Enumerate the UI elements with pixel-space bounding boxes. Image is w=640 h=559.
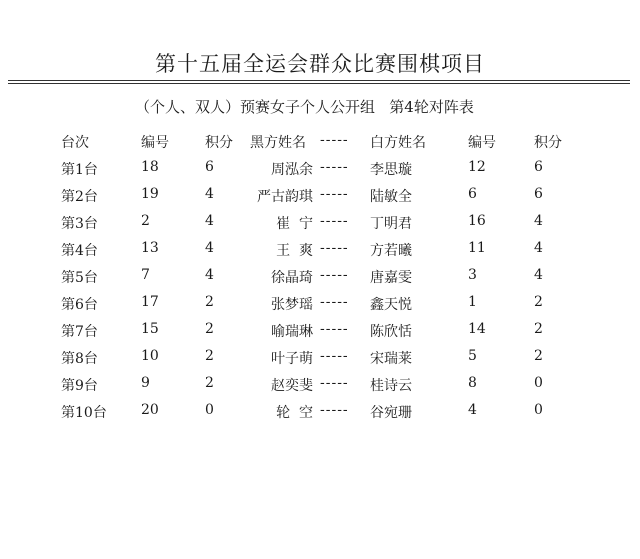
white-score: 6 (534, 186, 543, 202)
header-white-num: 编号 (468, 135, 496, 151)
separator: ----- (320, 321, 349, 337)
separator: ----- (320, 240, 349, 256)
table-row (0, 267, 640, 294)
black-number: 18 (141, 159, 159, 175)
table-number: 第1台 (61, 162, 98, 178)
white-number: 5 (468, 348, 477, 364)
black-name: 王 爽 (276, 243, 313, 259)
black-name: 喻瑞琳 (271, 324, 313, 340)
white-score: 4 (534, 213, 543, 229)
table-number: 第6台 (61, 297, 98, 313)
black-number: 2 (141, 213, 150, 229)
title-rule-bottom (8, 83, 630, 84)
black-score: 6 (205, 159, 214, 175)
separator: ----- (320, 186, 349, 202)
black-number: 20 (141, 402, 159, 418)
white-number: 3 (468, 267, 477, 283)
black-score: 4 (205, 267, 214, 283)
white-name: 方若曦 (370, 243, 412, 259)
table-number: 第3台 (61, 216, 98, 232)
black-score: 4 (205, 240, 214, 256)
white-score: 4 (534, 240, 543, 256)
white-number: 1 (468, 294, 477, 310)
white-score: 6 (534, 159, 543, 175)
black-number: 7 (141, 267, 150, 283)
separator: ----- (320, 267, 349, 283)
table-row (0, 348, 640, 375)
document-subtitle: （个人、双人）预赛女子个人公开组 第4轮对阵表 (135, 98, 474, 116)
white-number: 16 (468, 213, 486, 229)
table-number: 第10台 (61, 405, 107, 421)
black-name: 严古韵琪 (257, 189, 313, 205)
table-number: 第4台 (61, 243, 98, 259)
white-number: 4 (468, 402, 477, 418)
black-number: 13 (141, 240, 159, 256)
white-name: 陈欣恬 (370, 324, 412, 340)
header-separator: ----- (320, 132, 349, 148)
table-number: 第9台 (61, 378, 98, 394)
black-number: 10 (141, 348, 159, 364)
black-score: 0 (205, 402, 214, 418)
separator: ----- (320, 375, 349, 391)
black-name: 赵奕斐 (271, 378, 313, 394)
white-name: 丁明君 (370, 216, 412, 232)
pairing-table (0, 132, 640, 429)
white-score: 2 (534, 321, 543, 337)
white-name: 谷宛珊 (370, 405, 412, 421)
header-black-score: 积分 (205, 135, 233, 151)
black-score: 2 (205, 348, 214, 364)
black-name: 周泓余 (271, 162, 313, 178)
black-number: 15 (141, 321, 159, 337)
white-name: 桂诗云 (370, 378, 412, 394)
separator: ----- (320, 159, 349, 175)
table-row (0, 240, 640, 267)
black-name: 崔 宁 (276, 216, 313, 232)
table-row (0, 213, 640, 240)
header-white-score: 积分 (534, 135, 562, 151)
table-header-row (0, 132, 640, 159)
black-score: 4 (205, 213, 214, 229)
white-number: 8 (468, 375, 477, 391)
separator: ----- (320, 348, 349, 364)
white-name: 宋瑞莱 (370, 351, 412, 367)
black-name: 徐晶琦 (271, 270, 313, 286)
black-score: 4 (205, 186, 214, 202)
black-number: 9 (141, 375, 150, 391)
table-number: 第7台 (61, 324, 98, 340)
white-name: 陆敏全 (370, 189, 412, 205)
header-black-name: 黑方姓名 (250, 135, 306, 151)
separator: ----- (320, 213, 349, 229)
document-title: 第十五届全运会群众比赛围棋项目 (155, 52, 485, 76)
white-name: 唐嘉雯 (370, 270, 412, 286)
white-score: 0 (534, 375, 543, 391)
table-number: 第2台 (61, 189, 98, 205)
header-table: 台次 (61, 135, 89, 151)
table-row (0, 402, 640, 429)
black-name: 轮 空 (276, 405, 313, 421)
title-rule-top (8, 80, 630, 81)
white-number: 11 (468, 240, 486, 256)
white-score: 2 (534, 348, 543, 364)
table-row (0, 294, 640, 321)
black-number: 17 (141, 294, 159, 310)
table-row (0, 375, 640, 402)
black-number: 19 (141, 186, 159, 202)
table-row (0, 186, 640, 213)
white-number: 6 (468, 186, 477, 202)
black-score: 2 (205, 321, 214, 337)
table-row (0, 159, 640, 186)
white-name: 李思璇 (370, 162, 412, 178)
separator: ----- (320, 402, 349, 418)
header-black-num: 编号 (141, 135, 169, 151)
white-name: 鑫天悦 (370, 297, 412, 313)
black-name: 张梦瑶 (271, 297, 313, 313)
white-score: 2 (534, 294, 543, 310)
separator: ----- (320, 294, 349, 310)
table-number: 第5台 (61, 270, 98, 286)
black-name: 叶子萌 (271, 351, 313, 367)
table-number: 第8台 (61, 351, 98, 367)
white-number: 12 (468, 159, 486, 175)
white-number: 14 (468, 321, 486, 337)
black-score: 2 (205, 294, 214, 310)
white-score: 4 (534, 267, 543, 283)
table-row (0, 321, 640, 348)
white-score: 0 (534, 402, 543, 418)
black-score: 2 (205, 375, 214, 391)
header-white-name: 白方姓名 (370, 135, 426, 151)
